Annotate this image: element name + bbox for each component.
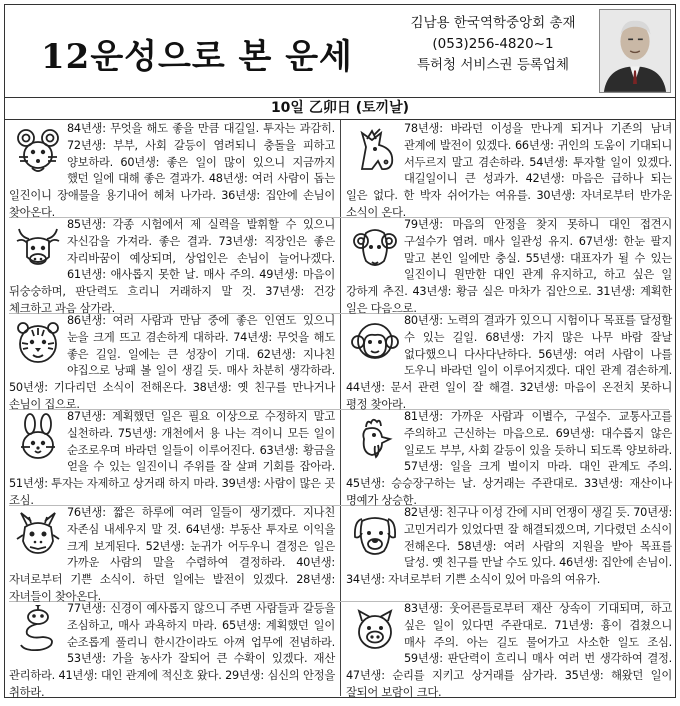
author-photo [599, 9, 671, 93]
horse-icon [350, 125, 400, 175]
author-phone: (053)256-4820~1 [432, 36, 554, 52]
page-title: 12운성으로 본 운세 [41, 37, 353, 77]
fortune-entry-horse [346, 121, 672, 217]
fortune-entry-ox [9, 217, 335, 313]
fortune-text: 82년생: 친구나 이성 간에 시비 언쟁이 생길 듯. 70년생: 고민거리가 있었다면 잘 해결되겠으며, 기다렸던 소식이 전해온다. 58년생: 여러 사람의 지원을 받아 목표를 달성. 옛 친구를 만날 수도 있다. 46년생: 집안에 손님이. 34년생: 자녀로부터 기쁜 소식이 있어 마음의 여유가. [346, 506, 672, 587]
fortune-entry-monkey [346, 313, 672, 409]
fortune-text: 86년생: 여러 사람과 만남 중에 좋은 인연도 있으니 눈을 크게 뜨고 겸손하게 대하라. 74년생: 무엇을 해도 좋은 길일. 일에는 큰 성장이 기대. 62년생: 지나친 야집으로 낭패 볼 일이 생길 듯. 매사 차분히 생각하라. 50년생: 기다리던 소식이 전해온다. 38년생: 옛 친구를 만나거나 손님이 집으로. [9, 314, 335, 411]
fortune-text: 79년생: 마음의 안정을 찾지 못하니 대인 접견시 구설수가 염려. 매사 일관성 유지. 67년생: 한눈 팔지 말고 본인 일에만 충실. 55년생: 대표자가 될 수 있는 일진이니 원만한 대인 관계 유지하고, 하고 싶은 일 강하게 추진. 43년생: 황금 실은 마차가 집안으로. 31년생: 계획한 일은 다음으로. [346, 218, 672, 315]
fortune-text: 81년생: 가까운 사람과 이별수, 구설수. 교통사고를 주의하고 근신하는 마음으로. 69년생: 대수롭지 않은 일로도 부부, 사회 갈등이 있을 듯하니 되도록 양보하라. 57년생: 일을 크게 벌이지 마라. 대인 관계도 주의. 45년생: 승승장구하는 날. 상거래는 주관대로. 33년생: 재산이나 명예가 상승한. [346, 410, 672, 507]
fortune-entry-tiger [9, 313, 335, 409]
header [5, 5, 675, 98]
fortune-entry-sheep [346, 217, 672, 313]
fortune-entry-pig [346, 601, 672, 697]
fortune-entry-dragon [9, 505, 335, 601]
fortune-text: 85년생: 각종 시험에서 제 실력을 발휘할 수 있으니 자신감을 가져라. 좋은 결과. 73년생: 직장인은 좋은 자리바꿈이 예상되며, 상업인은 손님이 늘어나겠다. 61년생: 애사롭지 못한 날. 매사 주의. 49년생: 마음이 뒤숭숭하며, 판단력도 흐리니 거래하지 말 것. 37년생: 건강 체크하고 과음 삼가라. [9, 218, 335, 315]
column-divider [340, 120, 341, 696]
date-line: 10일 乙卯日 (토끼날) [5, 97, 675, 120]
tiger-icon [13, 317, 63, 367]
fortune-text: 83년생: 웃어른들로부터 재산 상속이 기대되며, 하고 싶은 일이 있다면 주관대로. 71년생: 흉이 겹쳤으니 매사 주의. 아는 길도 물어가고 사소한 일도 조심. 59년생: 판단력이 흐리니 매사 여러 번 생각하여 결정. 47년생: 순리를 지키고 상거래를 삼가라. 35년생: 해왔던 일이 잘되어 보람이 크다. [346, 602, 672, 699]
snake-icon [13, 605, 63, 655]
sheep-icon [350, 221, 400, 271]
pig-icon [350, 605, 400, 655]
fortune-text: 77년생: 신경이 예사롭지 않으니 주변 사람들과 갈등을 조심하고, 매사 과욕하지 마라. 65년생: 계획했던 일이 순조롭게 풀리니 한시간이라도 아껴 업무에 전념하라. 53년생: 가을 농사가 잘되어 큰 수확이 있겠다. 재산 관리하라. 41년생: 대인 관계에 적신호 왔다. 29년생: 심신의 안정을 취하라. [9, 602, 335, 699]
fortune-page [4, 4, 676, 698]
rabbit-icon [13, 413, 63, 463]
portrait-photo-icon [600, 10, 670, 92]
fortune-text: 80년생: 노력의 결과가 있으니 시험이나 목표를 달성할 수 있는 길일. 68년생: 가지 많은 나무 바람 잘날 없다했으니 다사다난하다. 56년생: 여러 사람이 나를 도우니 바라던 일이 이루어지겠다. 대인 관계 겸손하게. 44년생: 문서 관련 일이 잘 해결. 32년생: 마음이 온전치 못하니 평정 찾아라. [346, 314, 672, 411]
fortune-entry-rooster [346, 409, 672, 505]
dragon-icon [13, 509, 63, 559]
fortune-entry-rabbit [9, 409, 335, 505]
rooster-icon [350, 413, 400, 463]
fortune-text: 87년생: 계획했던 일은 필요 이상으로 수정하지 말고 실천하라. 75년생: 개천에서 용 나는 격이니 모든 일이 순조로우며 바라던 일들이 이루어진다. 63년생: 황금을 얻을 수 있는 일진이니 주위를 잘 살펴 기회를 잡아라. 51년생: 투자는 자제하고 상거래 하지 마라. 39년생: 사람이 많은 곳 조심. [9, 410, 335, 507]
dog-icon [350, 509, 400, 559]
rat-icon [13, 125, 63, 175]
author-info [395, 13, 591, 76]
monkey-icon [350, 317, 400, 367]
fortune-entry-dog [346, 505, 672, 601]
fortune-text: 84년생: 무엇을 해도 좋을 만큼 대길일. 투자는 과감히. 72년생: 부부, 사회 갈등이 염려되니 충돌을 피하고 양보하라. 60년생: 좋은 일이 많이 있으니 지금까지 했던 일에 대해 좋은 결과가. 48년생: 여러 사람이 돕는 일진이니 장애물을 용기내어 헤쳐 나가라. 36년생: 집안에 손님이 찾아온다. [9, 122, 335, 219]
fortune-text: 78년생: 바라던 이성을 만나게 되거나 기존의 남녀 관계에 발전이 있겠다. 66년생: 귀인의 도움이 기대되니 서두르지 말고 겸손하라. 54년생: 투자할 일이 있겠다. 대길일이니 큰 성과가. 42년생: 마음은 급하나 되는 일은 없다. 한 박자 쉬어가는 여유를. 30년생: 자녀로부터 반가운 소식이 온다. [346, 122, 672, 219]
author-note: 특허청 서비스권 등록업체 [416, 57, 570, 73]
fortune-entry-rat [9, 121, 335, 217]
ox-icon [13, 221, 63, 271]
author-name: 김남용 한국역학중앙회 총재 [410, 15, 576, 31]
fortune-text: 76년생: 짧은 하루에 여러 일들이 생기겠다. 지나친 자존심 내세우지 말 것. 64년생: 부동산 투자로 이익을 크게 보게된다. 52년생: 눈귀가 어두우니 결정은 일은 가까운 사람의 말을 수렴하여 결정하라. 40년생: 자녀로부터 기쁜 소식이. 하던 일에는 발전이 있겠다. 28년생: 자녀들이 찾아온다. [9, 506, 335, 603]
fortune-entry-snake [9, 601, 335, 697]
